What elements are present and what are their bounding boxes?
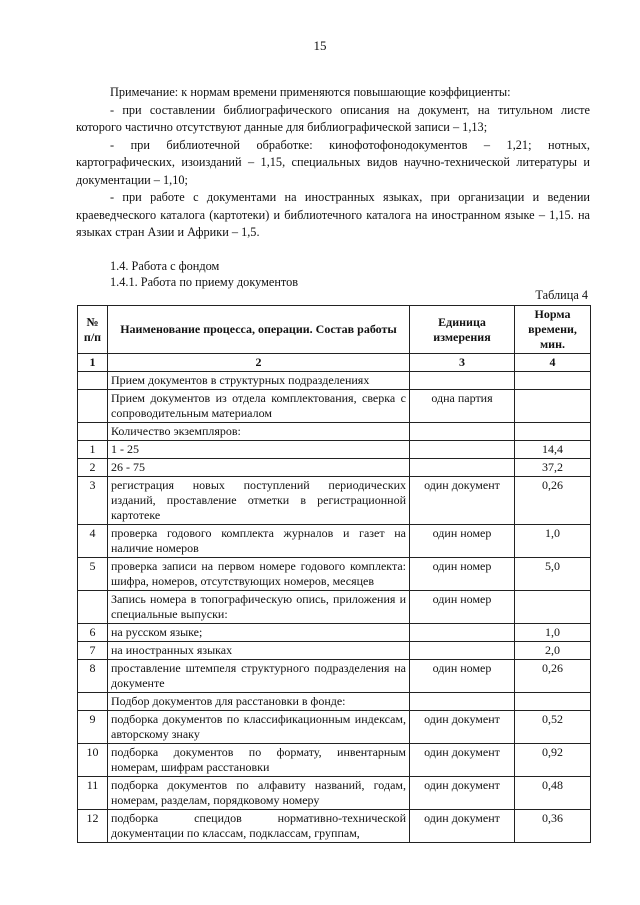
table-row bbox=[78, 744, 591, 777]
row-name: подборка документов по классификационным индексам, авторскому знаку bbox=[108, 711, 410, 744]
row-number: 9 bbox=[78, 711, 108, 744]
row-unit bbox=[410, 372, 515, 390]
row-unit: один документ bbox=[410, 744, 515, 777]
note-item: - при составлении библиографического описания на документ, на титульном листе которого частично отсутствуют данные для библиографической записи – 1,13; bbox=[76, 102, 590, 134]
table-row bbox=[78, 810, 591, 843]
table-body bbox=[78, 372, 591, 843]
table-row bbox=[78, 477, 591, 525]
row-unit: один номер bbox=[410, 525, 515, 558]
row-name: Количество экземпляров: bbox=[108, 423, 410, 441]
row-number: 3 bbox=[78, 477, 108, 525]
column-number: 3 bbox=[410, 354, 515, 372]
row-number bbox=[78, 591, 108, 624]
row-name: Прием документов в структурных подразделениях bbox=[108, 372, 410, 390]
column-number: 1 bbox=[78, 354, 108, 372]
row-norm: 0,48 bbox=[515, 777, 591, 810]
row-norm bbox=[515, 693, 591, 711]
note-item: - при библиотечной обработке: кинофотофонодокументов – 1,21; нотных, картографических, изоизданий – 1,15, специальных видов научно-технической литературы и документации – 1,10; bbox=[76, 137, 590, 187]
note-title: Примечание: к нормам времени применяются повышающие коэффициенты: bbox=[110, 85, 511, 99]
row-unit bbox=[410, 459, 515, 477]
norms-table bbox=[77, 305, 591, 843]
row-unit bbox=[410, 624, 515, 642]
row-name: регистрация новых поступлений периодических изданий, проставление отметки в регистрационной картотеке bbox=[108, 477, 410, 525]
row-number: 1 bbox=[78, 441, 108, 459]
table-row bbox=[78, 558, 591, 591]
row-norm: 0,26 bbox=[515, 660, 591, 693]
table-row bbox=[78, 372, 591, 390]
row-unit bbox=[410, 693, 515, 711]
row-unit bbox=[410, 441, 515, 459]
row-norm: 0,52 bbox=[515, 711, 591, 744]
row-name: подборка документов по формату, инвентарным номерам, шифрам расстановки bbox=[108, 744, 410, 777]
header-name: Наименование процесса, операции. Состав работы bbox=[108, 306, 410, 354]
note-block bbox=[76, 84, 590, 242]
row-name: на иностранных языках bbox=[108, 642, 410, 660]
row-number: 8 bbox=[78, 660, 108, 693]
table-row bbox=[78, 624, 591, 642]
table-row bbox=[78, 525, 591, 558]
row-name: Прием документов из отдела комплектования, сверка с сопроводительным материалом bbox=[108, 390, 410, 423]
row-norm bbox=[515, 591, 591, 624]
row-norm: 2,0 bbox=[515, 642, 591, 660]
row-name: проверка годового комплекта журналов и газет на наличие номеров bbox=[108, 525, 410, 558]
row-unit: один документ bbox=[410, 711, 515, 744]
row-number bbox=[78, 390, 108, 423]
page-number: 15 bbox=[313, 38, 327, 53]
row-name: Подбор документов для расстановки в фонде: bbox=[108, 693, 410, 711]
table-row bbox=[78, 591, 591, 624]
row-unit: один документ bbox=[410, 777, 515, 810]
row-norm: 5,0 bbox=[515, 558, 591, 591]
header-unit: Единица измерения bbox=[410, 306, 515, 354]
row-unit: один документ bbox=[410, 477, 515, 525]
row-number: 12 bbox=[78, 810, 108, 843]
row-norm: 37,2 bbox=[515, 459, 591, 477]
table-row bbox=[78, 642, 591, 660]
column-number-row bbox=[78, 354, 591, 372]
table-header-row bbox=[78, 306, 591, 354]
row-number bbox=[78, 693, 108, 711]
row-number: 7 bbox=[78, 642, 108, 660]
row-name: проставление штемпеля структурного подразделения на документе bbox=[108, 660, 410, 693]
row-norm: 1,0 bbox=[515, 624, 591, 642]
table-row bbox=[78, 459, 591, 477]
row-name: подборка специдов нормативно-технической документации по классам, подклассам, группам, bbox=[108, 810, 410, 843]
row-number: 6 bbox=[78, 624, 108, 642]
note-item: - при работе с документами на иностранных языках, при организации и ведении краеведческого каталога (картотеки) и библиотечного каталога на иностранном языке – 1,15. на языках стран Азии и Африки – 1,5. bbox=[76, 190, 590, 239]
table-row bbox=[78, 660, 591, 693]
row-number: 4 bbox=[78, 525, 108, 558]
row-number: 5 bbox=[78, 558, 108, 591]
row-norm bbox=[515, 423, 591, 441]
row-number: 2 bbox=[78, 459, 108, 477]
row-norm: 0,92 bbox=[515, 744, 591, 777]
row-norm: 0,26 bbox=[515, 477, 591, 525]
row-name: Запись номера в топографическую опись, приложения и специальные выпуски: bbox=[108, 591, 410, 624]
table-row bbox=[78, 777, 591, 810]
table-row bbox=[78, 711, 591, 744]
table-row bbox=[78, 441, 591, 459]
section-heading: 1.4. Работа с фондом bbox=[110, 259, 220, 273]
table-row bbox=[78, 693, 591, 711]
header-num: № п/п bbox=[78, 306, 108, 354]
row-name: проверка записи на первом номере годового комплекта: шифра, номеров, отсутствующих номеров, месяцев bbox=[108, 558, 410, 591]
row-name: 1 - 25 bbox=[108, 441, 410, 459]
row-unit bbox=[410, 423, 515, 441]
table-caption: Таблица 4 bbox=[535, 288, 588, 302]
row-norm bbox=[515, 390, 591, 423]
row-unit: один номер bbox=[410, 558, 515, 591]
row-number: 10 bbox=[78, 744, 108, 777]
row-name: подборка документов по алфавиту названий, годам, номерам, разделам, порядковому номеру bbox=[108, 777, 410, 810]
subsection-heading: 1.4.1. Работа по приему документов bbox=[110, 275, 299, 289]
row-norm: 14,4 bbox=[515, 441, 591, 459]
row-norm: 1,0 bbox=[515, 525, 591, 558]
row-unit: один документ bbox=[410, 810, 515, 843]
table-row bbox=[78, 423, 591, 441]
row-name: 26 - 75 bbox=[108, 459, 410, 477]
row-number bbox=[78, 372, 108, 390]
column-number: 4 bbox=[515, 354, 591, 372]
row-unit: один номер bbox=[410, 591, 515, 624]
row-norm: 0,36 bbox=[515, 810, 591, 843]
row-name: на русском языке; bbox=[108, 624, 410, 642]
row-unit: один номер bbox=[410, 660, 515, 693]
column-number: 2 bbox=[108, 354, 410, 372]
table-row bbox=[78, 390, 591, 423]
row-unit: одна партия bbox=[410, 390, 515, 423]
row-number: 11 bbox=[78, 777, 108, 810]
header-norm: Норма времени, мин. bbox=[515, 306, 591, 354]
row-unit bbox=[410, 642, 515, 660]
row-norm bbox=[515, 372, 591, 390]
row-number bbox=[78, 423, 108, 441]
